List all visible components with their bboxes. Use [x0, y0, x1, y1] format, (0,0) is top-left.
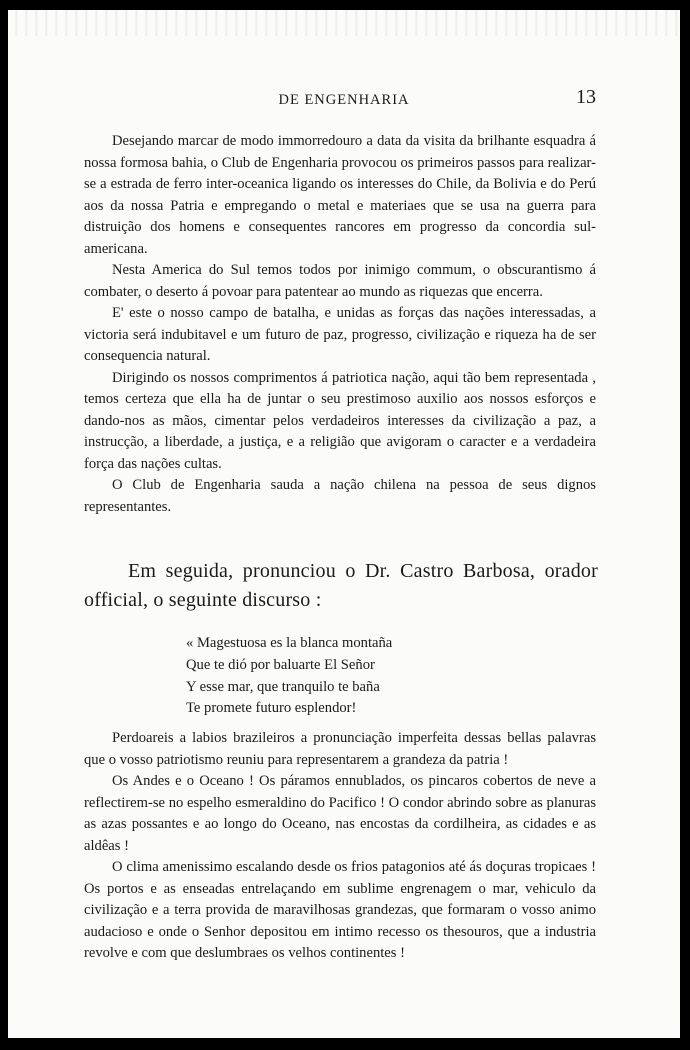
- paragraph: O Club de Engenharia sauda a nação chilena na pessoa de seus dignos representantes.: [84, 477, 596, 515]
- verse-line: Que te dió por baluarte El Señor: [186, 656, 375, 673]
- paragraph: Perdoareis a labios brazileiros a pronunciação imperfeita dessas bellas palavras que o vosso patriotismo reuniu para representarem a grandeza da patria !: [84, 730, 596, 768]
- document-page: [8, 10, 680, 1038]
- section-heading: Em seguida, pronunciou o Dr. Castro Barbosa, orador official, o seguinte discurso :: [84, 560, 598, 611]
- page-number: 13: [576, 86, 596, 108]
- verse-line: « Magestuosa es la blanca montaña: [186, 635, 393, 651]
- running-title: DE ENGENHARIA: [278, 92, 410, 108]
- paragraph: O clima amenissimo escalando desde os frios patagonios até ás doçuras tropicaes ! Os portos e as enseadas entrelaçando em sublime engrenagem o mar, vehiculo da civilização e a terra provida de maravilhosas grandezas, que formaram o vosso animo audacioso e onde o Senhor depositou em intimo recesso os thesouros, que a industria revolve e com que deslumbraes os velhos continentes !: [84, 859, 596, 961]
- paragraph: Dirigindo os nossos comprimentos á patriotica nação, aqui tão bem representada , temos certeza que ella ha de juntar o seu prestimoso auxilio aos nossos esforços e dando-nos as mãos, cimentar pelos verdadeiros interesses da civilização a paz, a instrucção, a liberdade, a justiça, e a religião que avigoram o caracter e a verdadeira força das nações cultas.: [84, 369, 596, 472]
- verse-quote: [186, 633, 392, 720]
- paragraph: Desejando marcar de modo immorredouro a data da visita da brilhante esquadra á nossa formosa bahia, o Club de Engenharia provocou os primeiros passos para realizar-se a estrada de ferro inter-oceanica ligando os interesses do Chile, da Bolivia e do Perú aos da nossa Patria e empregando o metal e materiaes que se usa na guerra para distruição dos homens e consequentes rancores em progresso da concordia sul-americana.: [84, 133, 596, 257]
- speech-text-club: [84, 131, 596, 518]
- speech-text-discurso: [84, 728, 596, 965]
- verse-line: Te promete futuro esplendor!: [186, 700, 357, 717]
- paragraph: Nesta America do Sul temos todos por inimigo commum, o obscurantismo á combater, o deserto á povoar para patentear ao mundo as riquezas que encerra.: [84, 262, 596, 300]
- paragraph: Os Andes e o Oceano ! Os páramos ennublados, os pincaros cobertos de neve a reflectirem-se no espelho esmeraldino do Pacifico ! O condor abrindo sobre as planuras as azas possantes e ao longo do Oceano, nas encostas da cordilheira, as cidades e as aldêas !: [84, 773, 596, 854]
- scan-edge-artifact: [8, 10, 680, 36]
- verse-line: Y esse mar, que tranquilo te baña: [186, 678, 380, 695]
- paragraph: E' este o nosso campo de batalha, e unidas as forças das nações interessadas, a victoria será indubitavel e um futuro de paz, progresso, civilização e riqueza ha de ser consequencia natural.: [84, 305, 596, 364]
